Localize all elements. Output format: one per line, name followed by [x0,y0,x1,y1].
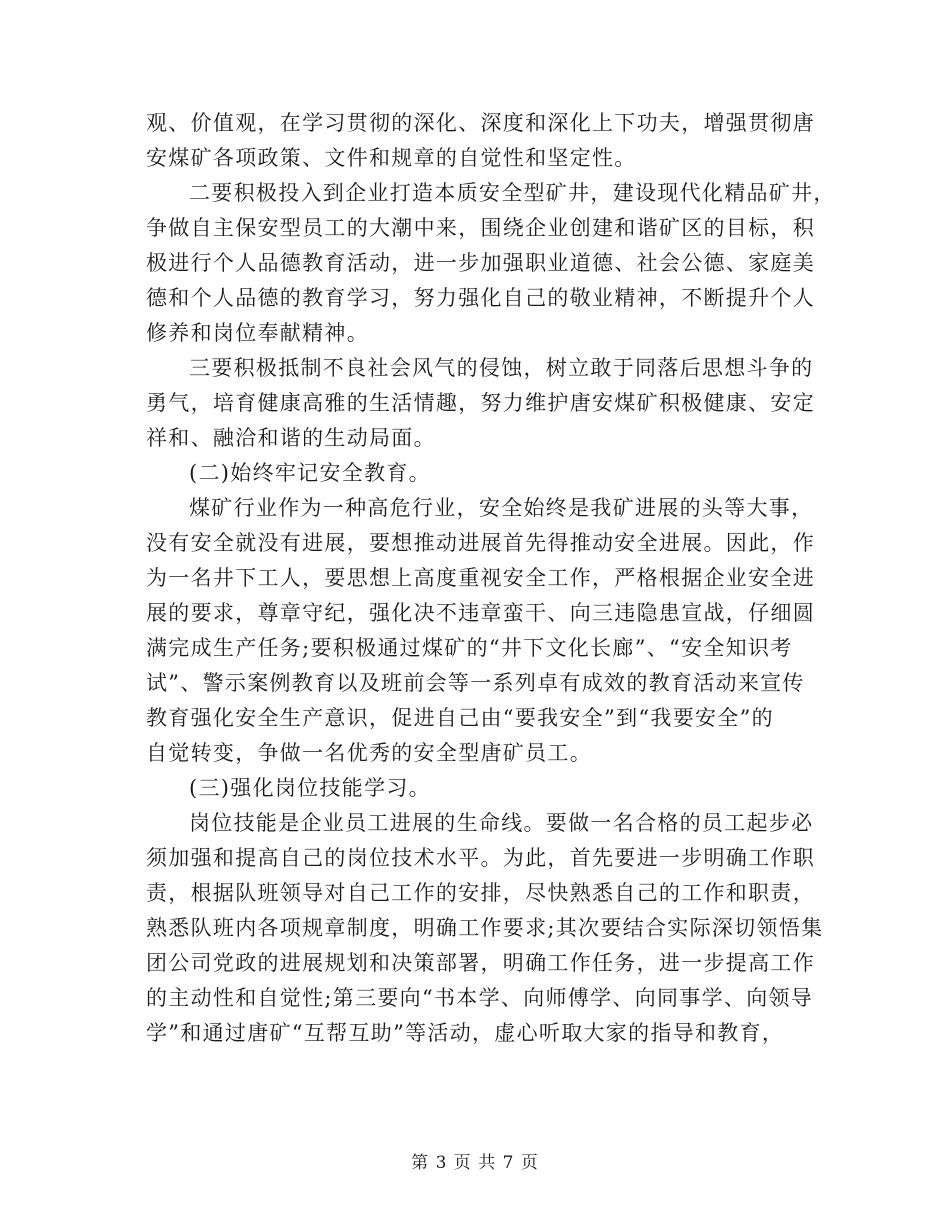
text-line: (三)强化岗位技能学习。 [189,776,431,800]
document-body [146,106,836,1051]
text-line: 为一名井下工人，要思想上高度重视安全工作，严格根据企业安全进 [146,566,815,590]
page-number-footer: 第 3 页 共 7 页 [411,1153,539,1173]
text-line: 没有安全就没有进展，要想推动进展首先得推动安全进展。因此，作 [146,531,815,555]
text-line: 极进行个人品德教育活动，进一步加强职业道德、社会公德、家庭美 [146,251,815,275]
text-line: 试”、警示案例教育以及班前会等一系列卓有成效的教育活动来宣传 [146,671,805,695]
text-line: 岗位技能是企业员工进展的生命线。要做一名合格的员工起步必 [189,811,814,835]
text-line: 勇气，培育健康高雅的生活情趣，努力维护唐安煤矿积极健康、安定 [146,391,815,415]
text-line: 的主动性和自觉性;第三要向“书本学、向师傅学、向同事学、向领导 [146,986,814,1010]
text-line: 安煤矿各项政策、文件和规章的自觉性和坚定性。 [146,146,637,170]
text-line: 祥和、融洽和谐的生动局面。 [146,426,436,450]
text-line: 熟悉队班内各项规章制度，明确工作要求;其次要结合实际深切领悟集 [146,916,824,940]
text-line: 自觉转变，争做一名优秀的安全型唐矿员工。 [146,741,592,765]
text-line: 展的要求，尊章守纪，强化决不违章蛮干、向三违隐患宣战，仔细圆 [146,601,815,625]
text-line: (二)始终牢记安全教育。 [189,461,431,485]
text-line: 二要积极投入到企业打造本质安全型矿井，建设现代化精品矿井， [189,181,836,205]
text-line: 修养和岗位奉献精神。 [146,321,369,345]
text-line: 学”和通过唐矿“互帮互助”等活动，虚心听取大家的指导和教育， [146,1021,785,1045]
text-line: 教育强化安全生产意识，促进自己由“要我安全”到“我要安全”的 [146,706,774,730]
text-line: 煤矿行业作为一种高危行业，安全始终是我矿进展的头等大事， [189,496,814,520]
text-line: 须加强和提高自己的岗位技术水平。为此，首先要进一步明确工作职 [146,846,815,870]
text-line: 争做自主保安型员工的大潮中来，围绕企业创建和谐矿区的目标，积 [146,216,815,240]
text-line: 责，根据队班领导对自己工作的安排，尽快熟悉自己的工作和职责， [146,881,815,905]
text-line: 德和个人品德的教育学习，努力强化自己的敬业精神，不断提升个人 [146,286,815,310]
text-line: 团公司党政的进展规划和决策部署，明确工作任务，进一步提高工作 [146,951,815,975]
text-line: 三要积极抵制不良社会风气的侵蚀，树立敢于同落后思想斗争的 [189,356,814,380]
text-line: 满完成生产任务;要积极通过煤矿的“井下文化长廊”、“安全知识考 [146,636,793,660]
text-line: 观、价值观，在学习贯彻的深化、深度和深化上下功夫，增强贯彻唐 [146,111,815,135]
